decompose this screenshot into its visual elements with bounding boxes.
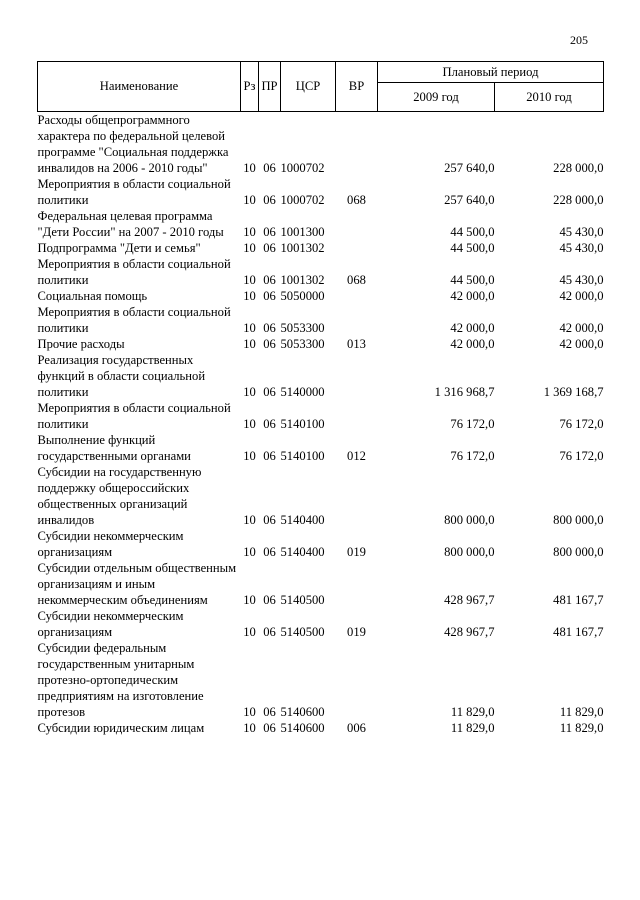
row-value-2009: 428 967,7: [444, 593, 495, 607]
row-csr: 1000702: [280, 193, 325, 207]
row-rz: 10: [243, 513, 256, 527]
row-pr: 06: [263, 321, 276, 335]
row-value-2010: 42 000,0: [559, 337, 604, 351]
row-vr: 019: [347, 545, 366, 559]
header-vr: ВР: [336, 62, 378, 112]
row-value-2009: 44 500,0: [450, 225, 495, 239]
row-vr: 006: [347, 721, 366, 735]
row-value-2010: 1 369 168,7: [543, 385, 604, 399]
row-rz: 10: [243, 545, 256, 559]
row-value-2010: 11 829,0: [559, 721, 604, 735]
row-name: Подпрограмма "Дети и семья": [37, 241, 201, 255]
table-header: [38, 62, 604, 112]
row-value-2009: 257 640,0: [444, 193, 495, 207]
row-value-2010: 76 172,0: [559, 417, 604, 431]
row-csr: 5053300: [280, 321, 325, 335]
row-name: Субсидии отдельным общественным организациям и иным некоммерческим объединениям: [37, 561, 237, 607]
row-csr: 1001300: [280, 225, 325, 239]
table-row: [38, 208, 604, 240]
table-body: [38, 112, 604, 737]
row-pr: 06: [263, 449, 276, 463]
row-value-2010: 228 000,0: [553, 193, 604, 207]
row-csr: 5140400: [280, 545, 325, 559]
row-vr: [336, 208, 378, 240]
row-vr: 019: [347, 625, 366, 639]
row-rz: 10: [243, 593, 256, 607]
row-pr: 06: [263, 241, 276, 255]
row-value-2010: 228 000,0: [553, 161, 604, 175]
row-csr: 1001302: [280, 241, 325, 255]
row-value-2009: 76 172,0: [450, 417, 495, 431]
header-pr: ПР: [259, 62, 281, 112]
row-rz: 10: [243, 289, 256, 303]
row-name: Субсидии некоммерческим организациям: [37, 529, 184, 559]
row-vr: [336, 640, 378, 720]
row-value-2009: 42 000,0: [450, 321, 495, 335]
row-value-2010: 42 000,0: [559, 321, 604, 335]
header-planned-period: Плановый период: [378, 62, 604, 83]
header-name: Наименование: [38, 62, 241, 112]
row-rz: 10: [243, 625, 256, 639]
row-csr: 5140500: [280, 625, 325, 639]
row-name: Расходы общепрограммного характера по федеральной целевой программе "Социальная поддержка инвалидов на 2006 - 2010 годы": [37, 113, 229, 175]
row-name: Прочие расходы: [37, 337, 125, 351]
table-row: [38, 304, 604, 336]
row-pr: 06: [263, 417, 276, 431]
row-csr: 1001302: [280, 273, 325, 287]
row-vr: [336, 464, 378, 528]
row-pr: 06: [263, 545, 276, 559]
row-pr: 06: [263, 625, 276, 639]
row-rz: 10: [243, 337, 256, 351]
row-pr: 06: [263, 289, 276, 303]
table-row: [38, 528, 604, 560]
budget-table: [37, 61, 604, 736]
row-name: Мероприятия в области социальной политики: [37, 257, 231, 287]
row-value-2009: 11 829,0: [450, 721, 495, 735]
row-pr: 06: [263, 705, 276, 719]
row-value-2009: 42 000,0: [450, 289, 495, 303]
row-value-2009: 11 829,0: [450, 705, 495, 719]
row-rz: 10: [243, 161, 256, 175]
row-vr: [336, 400, 378, 432]
table-row: [38, 432, 604, 464]
row-value-2009: 76 172,0: [450, 449, 495, 463]
row-rz: 10: [243, 225, 256, 239]
row-pr: 06: [263, 385, 276, 399]
row-name: Социальная помощь: [37, 289, 148, 303]
header-rz: Рз: [241, 62, 259, 112]
row-csr: 5140600: [280, 721, 325, 735]
row-rz: 10: [243, 241, 256, 255]
row-rz: 10: [243, 273, 256, 287]
row-name: Субсидии некоммерческим организациям: [37, 609, 184, 639]
row-value-2009: 428 967,7: [444, 625, 495, 639]
row-csr: 1000702: [280, 161, 325, 175]
row-vr: 012: [347, 449, 366, 463]
header-csr: ЦСР: [281, 62, 336, 112]
row-value-2010: 481 167,7: [553, 625, 604, 639]
row-value-2009: 1 316 968,7: [434, 385, 495, 399]
row-csr: 5140600: [280, 705, 325, 719]
row-csr: 5050000: [280, 289, 325, 303]
row-pr: 06: [263, 225, 276, 239]
row-name: Субсидии федеральным государственным унитарным протезно-ортопедическим предприятиям на изготовление протезов: [37, 641, 204, 719]
row-value-2010: 800 000,0: [553, 513, 604, 527]
table-row: [38, 240, 604, 256]
table-row: [38, 720, 604, 736]
row-rz: 10: [243, 385, 256, 399]
row-rz: 10: [243, 417, 256, 431]
row-rz: 10: [243, 449, 256, 463]
row-rz: 10: [243, 705, 256, 719]
page-number: 205: [570, 33, 588, 47]
row-vr: [336, 560, 378, 608]
table-row: [38, 352, 604, 400]
row-value-2010: 800 000,0: [553, 545, 604, 559]
row-name: Мероприятия в области социальной политики: [37, 305, 231, 335]
table-row: [38, 176, 604, 208]
row-value-2009: 800 000,0: [444, 545, 495, 559]
row-value-2009: 257 640,0: [444, 161, 495, 175]
row-vr: [336, 352, 378, 400]
row-name: Субсидии на государственную поддержку общероссийских общественных организаций инвалидов: [37, 465, 202, 527]
row-value-2010: 45 430,0: [559, 241, 604, 255]
row-pr: 06: [263, 161, 276, 175]
row-csr: 5140100: [280, 417, 325, 431]
row-rz: 10: [243, 721, 256, 735]
row-name: Выполнение функций государственными органами: [37, 433, 191, 463]
row-value-2010: 42 000,0: [559, 289, 604, 303]
header-year-2009: 2009 год: [378, 83, 495, 112]
row-name: Федеральная целевая программа "Дети России" на 2007 - 2010 годы: [37, 209, 224, 239]
row-pr: 06: [263, 337, 276, 351]
row-name: Мероприятия в области социальной политики: [37, 177, 231, 207]
row-value-2010: 45 430,0: [559, 273, 604, 287]
row-pr: 06: [263, 721, 276, 735]
row-value-2009: 42 000,0: [450, 337, 495, 351]
row-vr: [336, 304, 378, 336]
row-pr: 06: [263, 593, 276, 607]
row-value-2009: 44 500,0: [450, 273, 495, 287]
row-csr: 5140400: [280, 513, 325, 527]
row-value-2010: 76 172,0: [559, 449, 604, 463]
row-csr: 5140500: [280, 593, 325, 607]
row-value-2010: 481 167,7: [553, 593, 604, 607]
row-name: Мероприятия в области социальной политики: [37, 401, 231, 431]
table-row: [38, 256, 604, 288]
header-year-2010: 2010 год: [495, 83, 604, 112]
table-row: [38, 112, 604, 177]
row-rz: 10: [243, 193, 256, 207]
table-row: [38, 608, 604, 640]
row-rz: 10: [243, 321, 256, 335]
table-row: [38, 288, 604, 304]
row-value-2009: 800 000,0: [444, 513, 495, 527]
row-vr: [336, 112, 378, 177]
row-csr: 5140000: [280, 385, 325, 399]
table-row: [38, 464, 604, 528]
table-row: [38, 400, 604, 432]
row-vr: 013: [347, 337, 366, 351]
row-name: Реализация государственных функций в области социальной политики: [37, 353, 206, 399]
table-row: [38, 640, 604, 720]
row-vr: [336, 240, 378, 256]
table-row: [38, 336, 604, 352]
row-value-2010: 11 829,0: [559, 705, 604, 719]
row-vr: 068: [347, 273, 366, 287]
row-vr: [336, 288, 378, 304]
row-csr: 5053300: [280, 337, 325, 351]
row-pr: 06: [263, 273, 276, 287]
row-value-2010: 45 430,0: [559, 225, 604, 239]
row-pr: 06: [263, 513, 276, 527]
row-value-2009: 44 500,0: [450, 241, 495, 255]
row-vr: 068: [347, 193, 366, 207]
row-csr: 5140100: [280, 449, 325, 463]
row-name: Субсидии юридическим лицам: [37, 721, 205, 735]
row-pr: 06: [263, 193, 276, 207]
table-row: [38, 560, 604, 608]
